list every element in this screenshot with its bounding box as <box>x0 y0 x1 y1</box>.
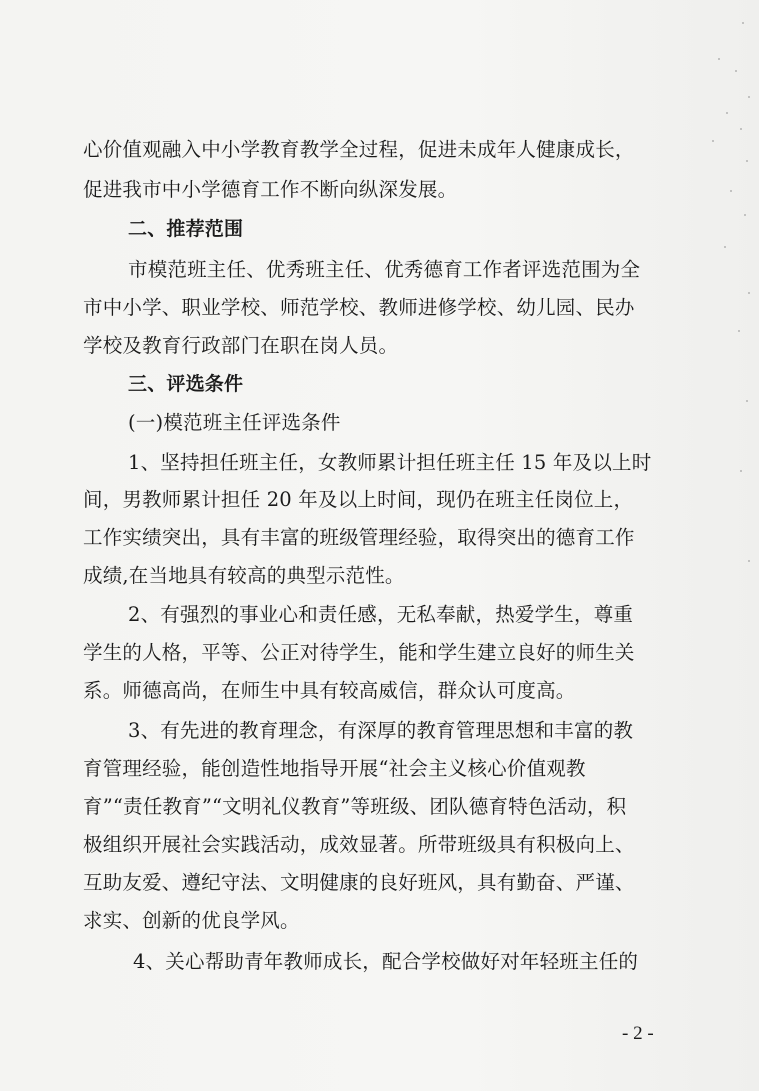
text-line: 学生的人格，平等、公正对待学生，能和学生建立良好的师生关 <box>83 641 635 664</box>
text-line: 市中小学、职业学校、师范学校、教师进修学校、幼儿园、民办 <box>83 296 635 319</box>
text-line: 4、关心帮助青年教师成长，配合学校做好对年轻班主任的 <box>133 950 639 973</box>
text-line: 成绩,在当地具有较高的典型示范性。 <box>83 564 405 587</box>
text-line: 求实、创新的优良学风。 <box>83 909 300 932</box>
text-line: 工作实绩突出，具有丰富的班级管理经验，取得突出的德育工作 <box>83 526 635 549</box>
text-line: 促进我市中小学德育工作不断向纵深发展。 <box>83 178 458 201</box>
text-line: 2、有强烈的事业心和责任感，无私奉献，热爱学生，尊重 <box>128 603 634 626</box>
text-line: 育”“责任教育”“文明礼仪教育”等班级、团队德育特色活动，积 <box>83 795 627 818</box>
text-line: 1、坚持担任班主任，女教师累计担任班主任 15 年及以上时 <box>128 451 652 474</box>
text-line: 3、有先进的教育理念，有深厚的教育管理思想和丰富的教 <box>128 719 634 742</box>
section-heading-criteria: 三、评选条件 <box>128 373 244 395</box>
text-line: 心价值观融入中小学教育教学全过程，促进未成年人健康成长， <box>83 138 635 161</box>
section-heading-recommend-scope: 二、推荐范围 <box>128 218 244 240</box>
text-line: 极组织开展社会实践活动，成效显著。所带班级具有积极向上、 <box>83 833 635 856</box>
text-line: 育管理经验，能创造性地指导开展“社会主义核心价值观教 <box>83 757 586 780</box>
text-line: 市模范班主任、优秀班主任、优秀德育工作者评选范围为全 <box>128 258 641 281</box>
subsection-heading: (一)模范班主任评选条件 <box>128 411 341 434</box>
text-line: 学校及教育行政部门在职在岗人员。 <box>83 334 399 357</box>
page-number: - 2 - <box>622 1023 654 1044</box>
text-line: 系。师德高尚，在师生中具有较高威信，群众认可度高。 <box>83 679 576 702</box>
text-line: 互助友爱、遵纪守法、文明健康的良好班风，具有勤奋、严谨、 <box>83 871 635 894</box>
text-line: 间，男教师累计担任 20 年及以上时间，现仍在班主任岗位上， <box>83 488 634 511</box>
